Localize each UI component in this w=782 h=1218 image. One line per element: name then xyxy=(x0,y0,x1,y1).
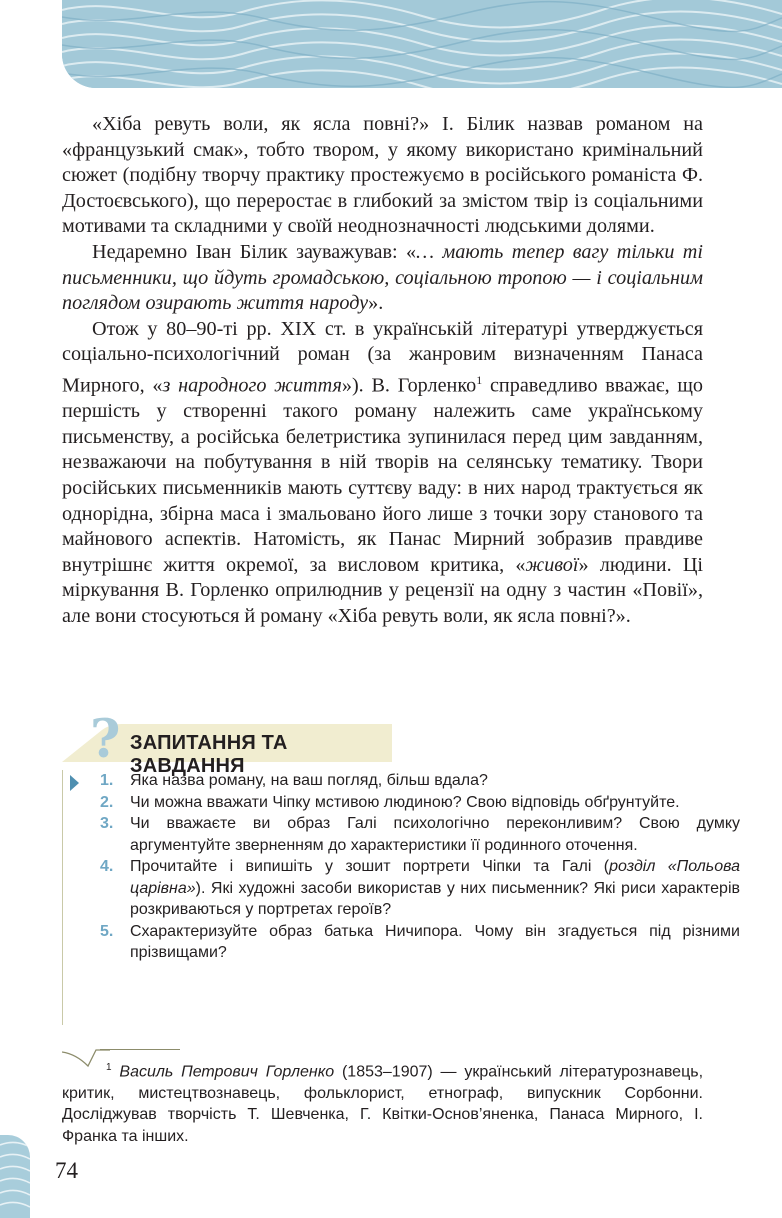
question-text-a: Прочитайте і випишіть у зошит портрети Чіпки та Галі ( xyxy=(130,858,610,875)
wave-pattern xyxy=(62,0,782,88)
paragraph-3-d: » людини. Ці міркування В. Горленко оприлюднив у рецензії на одну з частин «Повії», але вони стосуються й роману «Хіба ревуть воли, як ясла повні?». xyxy=(62,553,704,628)
footnote-rule xyxy=(100,1049,180,1050)
question-text xyxy=(130,858,740,918)
paragraph-3-b: »). В. Горленко xyxy=(341,374,477,397)
paragraph-3-c: справедливо вважає, що першість у створенні такого роману належить саме українському письменству, а російська белетристика зупинилася перед цим завданням, незважаючи на побутування в ній творів на селянську тематику. Твори російських письменників мають суттєву ваду: в них народ трактується як однорідна, збірна маса і змальовано його лише з точки зору станового та майнового аспектів. Натомість, як Панас Мирний зобразив правдиве внутрішнє життя окремої, за висловом критика, « xyxy=(62,374,704,576)
corner-wave-pattern xyxy=(0,1135,30,1218)
paragraph-2-tail: ». xyxy=(368,292,384,315)
question-item-5 xyxy=(100,921,740,964)
paragraph-3-em2: живої xyxy=(525,553,579,576)
question-number: 1. xyxy=(100,772,114,789)
question-text: Чи вважаєте ви образ Галі психологічно переконливим? Свою думку аргументуйте зверненням до характеристики її родинного оточення. xyxy=(130,815,740,854)
paragraph-1 xyxy=(62,112,703,240)
question-number: 2. xyxy=(100,793,114,811)
paragraph-1-text: «Хіба ревуть воли, як ясла повні?» І. Білик назвав романом на «французький смак», тобто твором, у якому використано кримінальний сюжет (подібну творчу практику простежуємо в російського романіста Ф. Достоєвського), що переростає в глибокий за змістом твір із соціальними мотивами та складними у своїй неоднозначності людськими долями. xyxy=(62,113,703,238)
questions-block xyxy=(62,770,741,1025)
section-title: ЗАПИТАННЯ ТА ЗАВДАННЯ xyxy=(130,732,288,777)
paragraph-2 xyxy=(62,240,703,317)
question-mark-icon: ? xyxy=(90,709,121,770)
paragraph-3-em1: з народного життя xyxy=(162,374,342,397)
paragraph-3 xyxy=(62,317,703,630)
question-number: 4. xyxy=(100,858,114,875)
question-item-3 xyxy=(100,813,740,856)
decorative-banner xyxy=(62,0,782,88)
question-text-b: ). Які художні засоби використав у них письменник? Які риси характерів розкриваються у портретах героїв? xyxy=(130,879,740,918)
paragraph-2-quote: … мають тепер вагу тільки ті письменники, що йдуть громадською, соціальною тропою — і соціальним поглядом озирають життя народу xyxy=(62,240,703,315)
page-number: 74 xyxy=(55,1158,78,1183)
paragraph-3-a: Отож у 80–90-ті рр. XIX ст. в українській літературі утверджується соціально-психологічний роман (за жанровим визначенням Панаса Мирного, « xyxy=(62,317,703,397)
footnote-number: 1 xyxy=(106,1062,112,1073)
footnote-reference[interactable]: 1 xyxy=(476,372,483,387)
questions-side-line xyxy=(62,770,63,1025)
play-arrow-icon xyxy=(70,775,79,791)
question-number: 5. xyxy=(100,922,114,940)
question-text: Схарактеризуйте образ батька Ничипора. Чому він згадується під різними прізвищами? xyxy=(130,922,740,961)
question-item-2 xyxy=(100,792,740,814)
footnote-name: Василь Петрович Горленко xyxy=(119,1063,335,1081)
questions-list xyxy=(100,770,740,964)
question-item-1 xyxy=(100,770,740,792)
footnote-text: (1853–1907) — український літературознавець, критик, мистецтвознавець, фольклорист, етнограф, випускник Сорбонни. Досліджував творчість Т. Шевченка, Г. Квітки-Основ’яненка, Панаса Мирного, І. Франка та інших. xyxy=(62,1063,704,1145)
question-number: 3. xyxy=(100,815,114,832)
footnote xyxy=(62,1057,703,1147)
question-text: Яка назва роману, на ваш погляд, більш вдала? xyxy=(130,772,488,789)
questions-section-header xyxy=(62,709,402,777)
main-text xyxy=(62,112,703,630)
question-text-em: розділ «Польова царівна» xyxy=(130,858,741,897)
decorative-corner xyxy=(0,1135,30,1218)
question-item-4 xyxy=(100,856,740,921)
question-text: Чи можна вважати Чіпку мстивою людиною? Свою відповідь обґрунтуйте. xyxy=(130,793,680,811)
paragraph-2-lead: Недаремно Іван Білик зауважував: « xyxy=(92,240,417,263)
